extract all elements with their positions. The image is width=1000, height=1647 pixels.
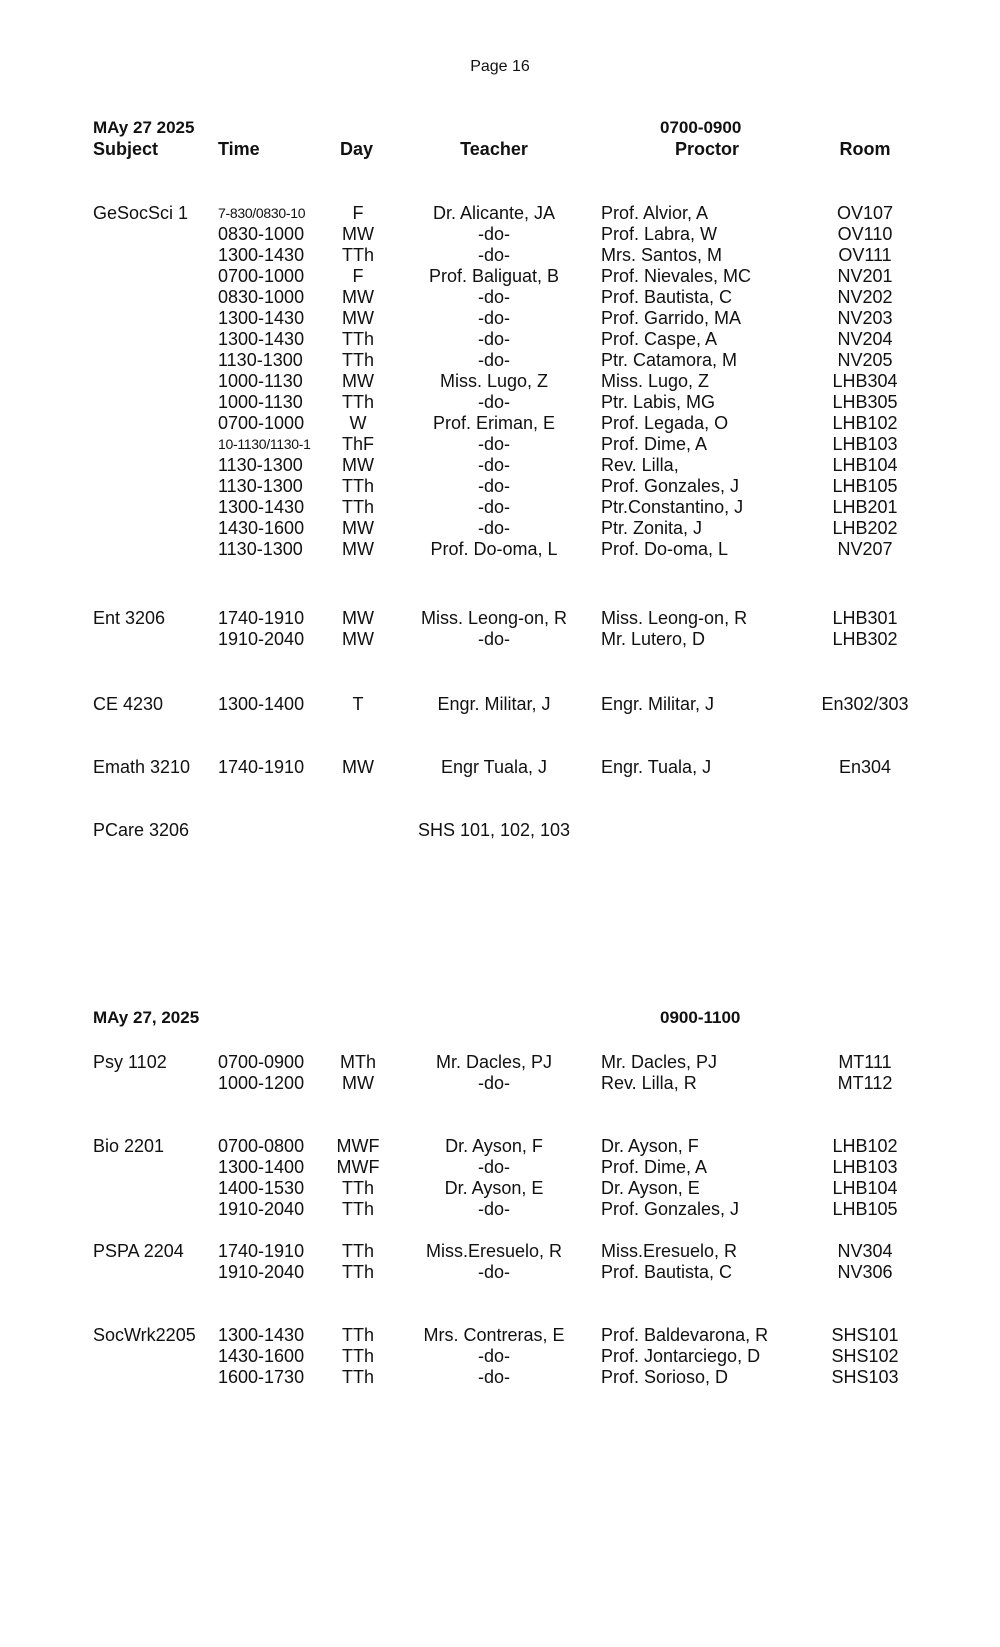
proctor-cell: Engr. Tuala, J — [601, 757, 712, 777]
table-row — [0, 1346, 1000, 1367]
day-cell: MWF — [336, 1136, 380, 1156]
room-cell: En304 — [838, 757, 892, 777]
day-cell: MW — [342, 539, 374, 559]
room-cell: MT111 — [838, 1052, 892, 1072]
teacher-cell: -do- — [477, 329, 510, 349]
time-cell: 1910-2040 — [218, 629, 305, 649]
proctor-cell: Prof. Nievales, MC — [601, 266, 752, 286]
time-cell: 0700-1000 — [218, 413, 305, 433]
proctor-cell: Mr. Dacles, PJ — [601, 1052, 718, 1072]
room-cell: LHB301 — [832, 608, 898, 628]
proctor-cell: Miss. Lugo, Z — [601, 371, 710, 391]
teacher-cell: -do- — [477, 245, 510, 265]
day-cell: MW — [342, 757, 374, 777]
proctor-cell: Prof. Bautista, C — [601, 1262, 733, 1282]
teacher-cell: Prof. Do-oma, L — [430, 539, 558, 559]
time-cell: 1430-1600 — [218, 1346, 305, 1366]
teacher-cell: Dr. Ayson, F — [445, 1136, 543, 1156]
time-slot: 0700-0900 — [660, 118, 742, 137]
table-row — [0, 629, 1000, 650]
subject-code: GeSocSci 1 — [93, 203, 189, 223]
column-header-day: Day — [340, 139, 374, 159]
table-row — [0, 1052, 1000, 1073]
room-cell: LHB202 — [832, 518, 898, 538]
proctor-cell: Prof. Do-oma, L — [601, 539, 729, 559]
teacher-cell: -do- — [477, 1157, 510, 1177]
column-header-room: Room — [839, 139, 891, 159]
proctor-cell: Ptr. Zonita, J — [601, 518, 703, 538]
proctor-cell: Prof. Garrido, MA — [601, 308, 742, 328]
table-row — [0, 1241, 1000, 1262]
table-row — [0, 757, 1000, 778]
time-cell: 1740-1910 — [218, 757, 305, 777]
proctor-cell: Rev. Lilla, — [601, 455, 679, 475]
room-cell: OV110 — [837, 224, 893, 244]
teacher-cell: -do- — [477, 455, 510, 475]
table-row — [0, 287, 1000, 308]
day-cell: TTh — [341, 1199, 374, 1219]
teacher-cell: Prof. Baliguat, B — [428, 266, 560, 286]
teacher-cell: Miss. Lugo, Z — [439, 371, 549, 391]
table-row — [0, 1199, 1000, 1220]
time-cell: 1910-2040 — [218, 1199, 305, 1219]
proctor-cell: Miss. Leong-on, R — [601, 608, 748, 628]
time-cell: 1300-1430 — [218, 329, 305, 349]
teacher-cell: -do- — [477, 308, 510, 328]
day-cell: MW — [342, 224, 374, 244]
time-cell: 1300-1430 — [218, 1325, 305, 1345]
teacher-cell: Prof. Eriman, E — [432, 413, 556, 433]
teacher-cell: Miss. Leong-on, R — [420, 608, 568, 628]
table-row — [0, 266, 1000, 287]
room-cell: NV202 — [837, 287, 893, 307]
table-row — [0, 413, 1000, 434]
time-cell: 1130-1300 — [218, 476, 303, 496]
room-cell: NV207 — [837, 539, 893, 559]
proctor-cell: Mrs. Santos, M — [601, 245, 723, 265]
day-cell: T — [352, 694, 364, 714]
time-cell: 1000-1130 — [218, 392, 303, 412]
table-row — [0, 1073, 1000, 1094]
subject-code: Emath 3210 — [93, 757, 191, 777]
time-cell: 10-1130/1130-1 — [218, 436, 311, 452]
proctor-cell: Prof. Dime, A — [601, 1157, 708, 1177]
day-cell: MWF — [336, 1157, 380, 1177]
proctor-cell: Mr. Lutero, D — [601, 629, 706, 649]
day-cell: MW — [342, 629, 374, 649]
teacher-cell: -do- — [477, 629, 510, 649]
time-cell: 1300-1430 — [218, 308, 305, 328]
room-cell: NV203 — [837, 308, 893, 328]
time-cell: 1000-1130 — [218, 371, 303, 391]
teacher-cell: -do- — [477, 1346, 510, 1366]
proctor-cell: Engr. Militar, J — [601, 694, 715, 714]
time-cell: 1600-1730 — [218, 1367, 305, 1387]
teacher-cell: -do- — [477, 1073, 510, 1093]
room-cell: MT112 — [837, 1073, 893, 1093]
subject-code: CE 4230 — [93, 694, 164, 714]
time-cell: 1910-2040 — [218, 1262, 305, 1282]
proctor-cell: Prof. Alvior, A — [601, 203, 709, 223]
proctor-cell: Ptr.Constantino, J — [601, 497, 744, 517]
table-row — [0, 497, 1000, 518]
room-cell: NV205 — [837, 350, 893, 370]
day-cell: MTh — [340, 1052, 376, 1072]
table-row — [0, 1367, 1000, 1388]
time-cell: 1740-1910 — [218, 608, 305, 628]
teacher-cell: -do- — [477, 392, 510, 412]
exam-date: MAy 27, 2025 — [93, 1008, 200, 1027]
room-cell: LHB302 — [832, 629, 898, 649]
proctor-cell: Rev. Lilla, R — [601, 1073, 697, 1093]
time-cell: 1300-1430 — [218, 497, 305, 517]
time-cell: 0830-1000 — [218, 224, 305, 244]
room-cell: SHS102 — [831, 1346, 899, 1366]
table-row — [0, 1157, 1000, 1178]
time-cell: 1400-1530 — [218, 1178, 305, 1198]
day-cell: TTh — [341, 1325, 374, 1345]
room-cell: LHB201 — [832, 497, 898, 517]
room-cell: NV204 — [837, 329, 893, 349]
table-row — [0, 455, 1000, 476]
proctor-cell: Prof. Gonzales, J — [601, 476, 740, 496]
day-cell: MW — [342, 455, 374, 475]
room-cell: OV107 — [836, 203, 894, 223]
column-header-time: Time — [218, 139, 260, 159]
table-row — [0, 476, 1000, 497]
proctor-cell: Ptr. Labis, MG — [601, 392, 716, 412]
proctor-cell: Dr. Ayson, F — [601, 1136, 699, 1156]
day-cell: MW — [342, 308, 374, 328]
teacher-cell: -do- — [477, 518, 510, 538]
time-cell: 1300-1430 — [218, 245, 305, 265]
time-cell: 0700-0800 — [218, 1136, 305, 1156]
day-cell: TTh — [341, 245, 374, 265]
room-cell: LHB103 — [832, 1157, 898, 1177]
day-cell: TTh — [341, 497, 374, 517]
teacher-cell: Dr. Ayson, E — [444, 1178, 544, 1198]
room-cell: En302/303 — [821, 694, 909, 714]
room-cell: LHB305 — [832, 392, 898, 412]
table-row — [0, 392, 1000, 413]
day-cell: TTh — [341, 1367, 374, 1387]
subject-code: PSPA 2204 — [93, 1241, 184, 1261]
room-cell: SHS103 — [831, 1367, 899, 1387]
subject-code: SocWrk2205 — [93, 1325, 196, 1345]
teacher-cell: Dr. Alicante, JA — [432, 203, 556, 223]
day-cell: TTh — [341, 1346, 374, 1366]
day-cell: MW — [342, 287, 374, 307]
time-cell: 1130-1300 — [218, 455, 303, 475]
teacher-cell: -do- — [477, 434, 510, 454]
room-cell: NV304 — [837, 1241, 893, 1261]
time-cell: 0700-0900 — [218, 1052, 305, 1072]
table-row — [0, 820, 1000, 841]
column-header-teacher: Teacher — [460, 139, 528, 159]
exam-date: MAy 27 2025 — [93, 118, 195, 137]
time-slot: 0900-1100 — [660, 1008, 741, 1027]
table-row — [0, 539, 1000, 560]
time-cell: 1430-1600 — [218, 518, 305, 538]
teacher-cell: -do- — [477, 350, 510, 370]
time-cell: 1130-1300 — [218, 539, 303, 559]
proctor-cell: Prof. Bautista, C — [601, 287, 733, 307]
teacher-cell: Engr. Militar, J — [437, 694, 551, 714]
table-row — [0, 434, 1000, 455]
table-row — [0, 245, 1000, 266]
teacher-cell: -do- — [477, 1199, 510, 1219]
teacher-cell: -do- — [477, 1262, 510, 1282]
teacher-cell: -do- — [477, 476, 510, 496]
room-cell: LHB104 — [832, 1178, 898, 1198]
table-row — [0, 329, 1000, 350]
room-cell: LHB104 — [832, 455, 898, 475]
day-cell: TTh — [341, 1241, 374, 1261]
room-cell: LHB105 — [832, 1199, 898, 1219]
subject-code: Ent 3206 — [93, 608, 166, 628]
day-cell: F — [352, 266, 364, 286]
teacher-cell: Mr. Dacles, PJ — [435, 1052, 553, 1072]
subject-code: Bio 2201 — [93, 1136, 165, 1156]
proctor-cell: Prof. Jontarciego, D — [601, 1346, 761, 1366]
table-row — [0, 371, 1000, 392]
day-cell: MW — [342, 518, 374, 538]
proctor-cell: Prof. Labra, W — [601, 224, 718, 244]
room-cell: LHB102 — [832, 413, 898, 433]
table-row — [0, 203, 1000, 224]
column-header-proctor: Proctor — [674, 139, 739, 159]
day-cell: W — [349, 413, 367, 433]
subject-code: PCare 3206 — [93, 820, 190, 840]
table-row — [0, 608, 1000, 629]
time-cell: 0700-1000 — [218, 266, 305, 286]
teacher-cell: -do- — [477, 497, 510, 517]
teacher-cell: Miss.Eresuelo, R — [425, 1241, 563, 1261]
day-cell: TTh — [341, 350, 374, 370]
day-cell: F — [352, 203, 364, 223]
subject-code: Psy 1102 — [93, 1052, 167, 1072]
teacher-cell: SHS 101, 102, 103 — [417, 820, 571, 840]
table-row — [0, 694, 1000, 715]
table-row — [0, 1136, 1000, 1157]
proctor-cell: Ptr. Catamora, M — [601, 350, 738, 370]
table-row — [0, 308, 1000, 329]
column-header-subject: Subject — [93, 139, 159, 159]
day-cell: TTh — [341, 1262, 374, 1282]
room-cell: NV201 — [837, 266, 893, 286]
time-cell: 7-830/0830-10 — [218, 205, 306, 221]
teacher-cell: Mrs. Contreras, E — [423, 1325, 565, 1345]
time-cell: 1740-1910 — [218, 1241, 305, 1261]
proctor-cell: Prof. Sorioso, D — [601, 1367, 729, 1387]
day-cell: TTh — [341, 476, 374, 496]
room-cell: LHB304 — [832, 371, 898, 391]
day-cell: TTh — [341, 329, 374, 349]
teacher-cell: -do- — [477, 287, 510, 307]
time-cell: 1300-1400 — [218, 694, 305, 714]
proctor-cell: Dr. Ayson, E — [601, 1178, 700, 1198]
day-cell: TTh — [341, 1178, 374, 1198]
table-row — [0, 1178, 1000, 1199]
room-cell: LHB102 — [832, 1136, 898, 1156]
teacher-cell: Engr Tuala, J — [440, 757, 548, 777]
proctor-cell: Prof. Dime, A — [601, 434, 708, 454]
day-cell: MW — [342, 371, 374, 391]
proctor-cell: Prof. Legada, O — [601, 413, 729, 433]
teacher-cell: -do- — [477, 1367, 510, 1387]
room-cell: OV111 — [838, 245, 892, 265]
time-cell: 1000-1200 — [218, 1073, 305, 1093]
time-cell: 0830-1000 — [218, 287, 305, 307]
day-cell: ThF — [341, 434, 374, 454]
day-cell: MW — [342, 1073, 374, 1093]
page-number: Page 16 — [470, 58, 530, 75]
room-cell: LHB103 — [832, 434, 898, 454]
proctor-cell: Prof. Caspe, A — [601, 329, 718, 349]
table-row — [0, 350, 1000, 371]
table-row — [0, 1262, 1000, 1283]
teacher-cell: -do- — [477, 224, 510, 244]
room-cell: NV306 — [837, 1262, 893, 1282]
day-cell: TTh — [341, 392, 374, 412]
room-cell: SHS101 — [831, 1325, 899, 1345]
time-cell: 1300-1400 — [218, 1157, 305, 1177]
day-cell: MW — [342, 608, 374, 628]
proctor-cell: Prof. Gonzales, J — [601, 1199, 740, 1219]
table-row — [0, 1325, 1000, 1346]
table-row — [0, 518, 1000, 539]
time-cell: 1130-1300 — [218, 350, 303, 370]
proctor-cell: Prof. Baldevarona, R — [601, 1325, 769, 1345]
table-row — [0, 224, 1000, 245]
proctor-cell: Miss.Eresuelo, R — [601, 1241, 738, 1261]
room-cell: LHB105 — [832, 476, 898, 496]
